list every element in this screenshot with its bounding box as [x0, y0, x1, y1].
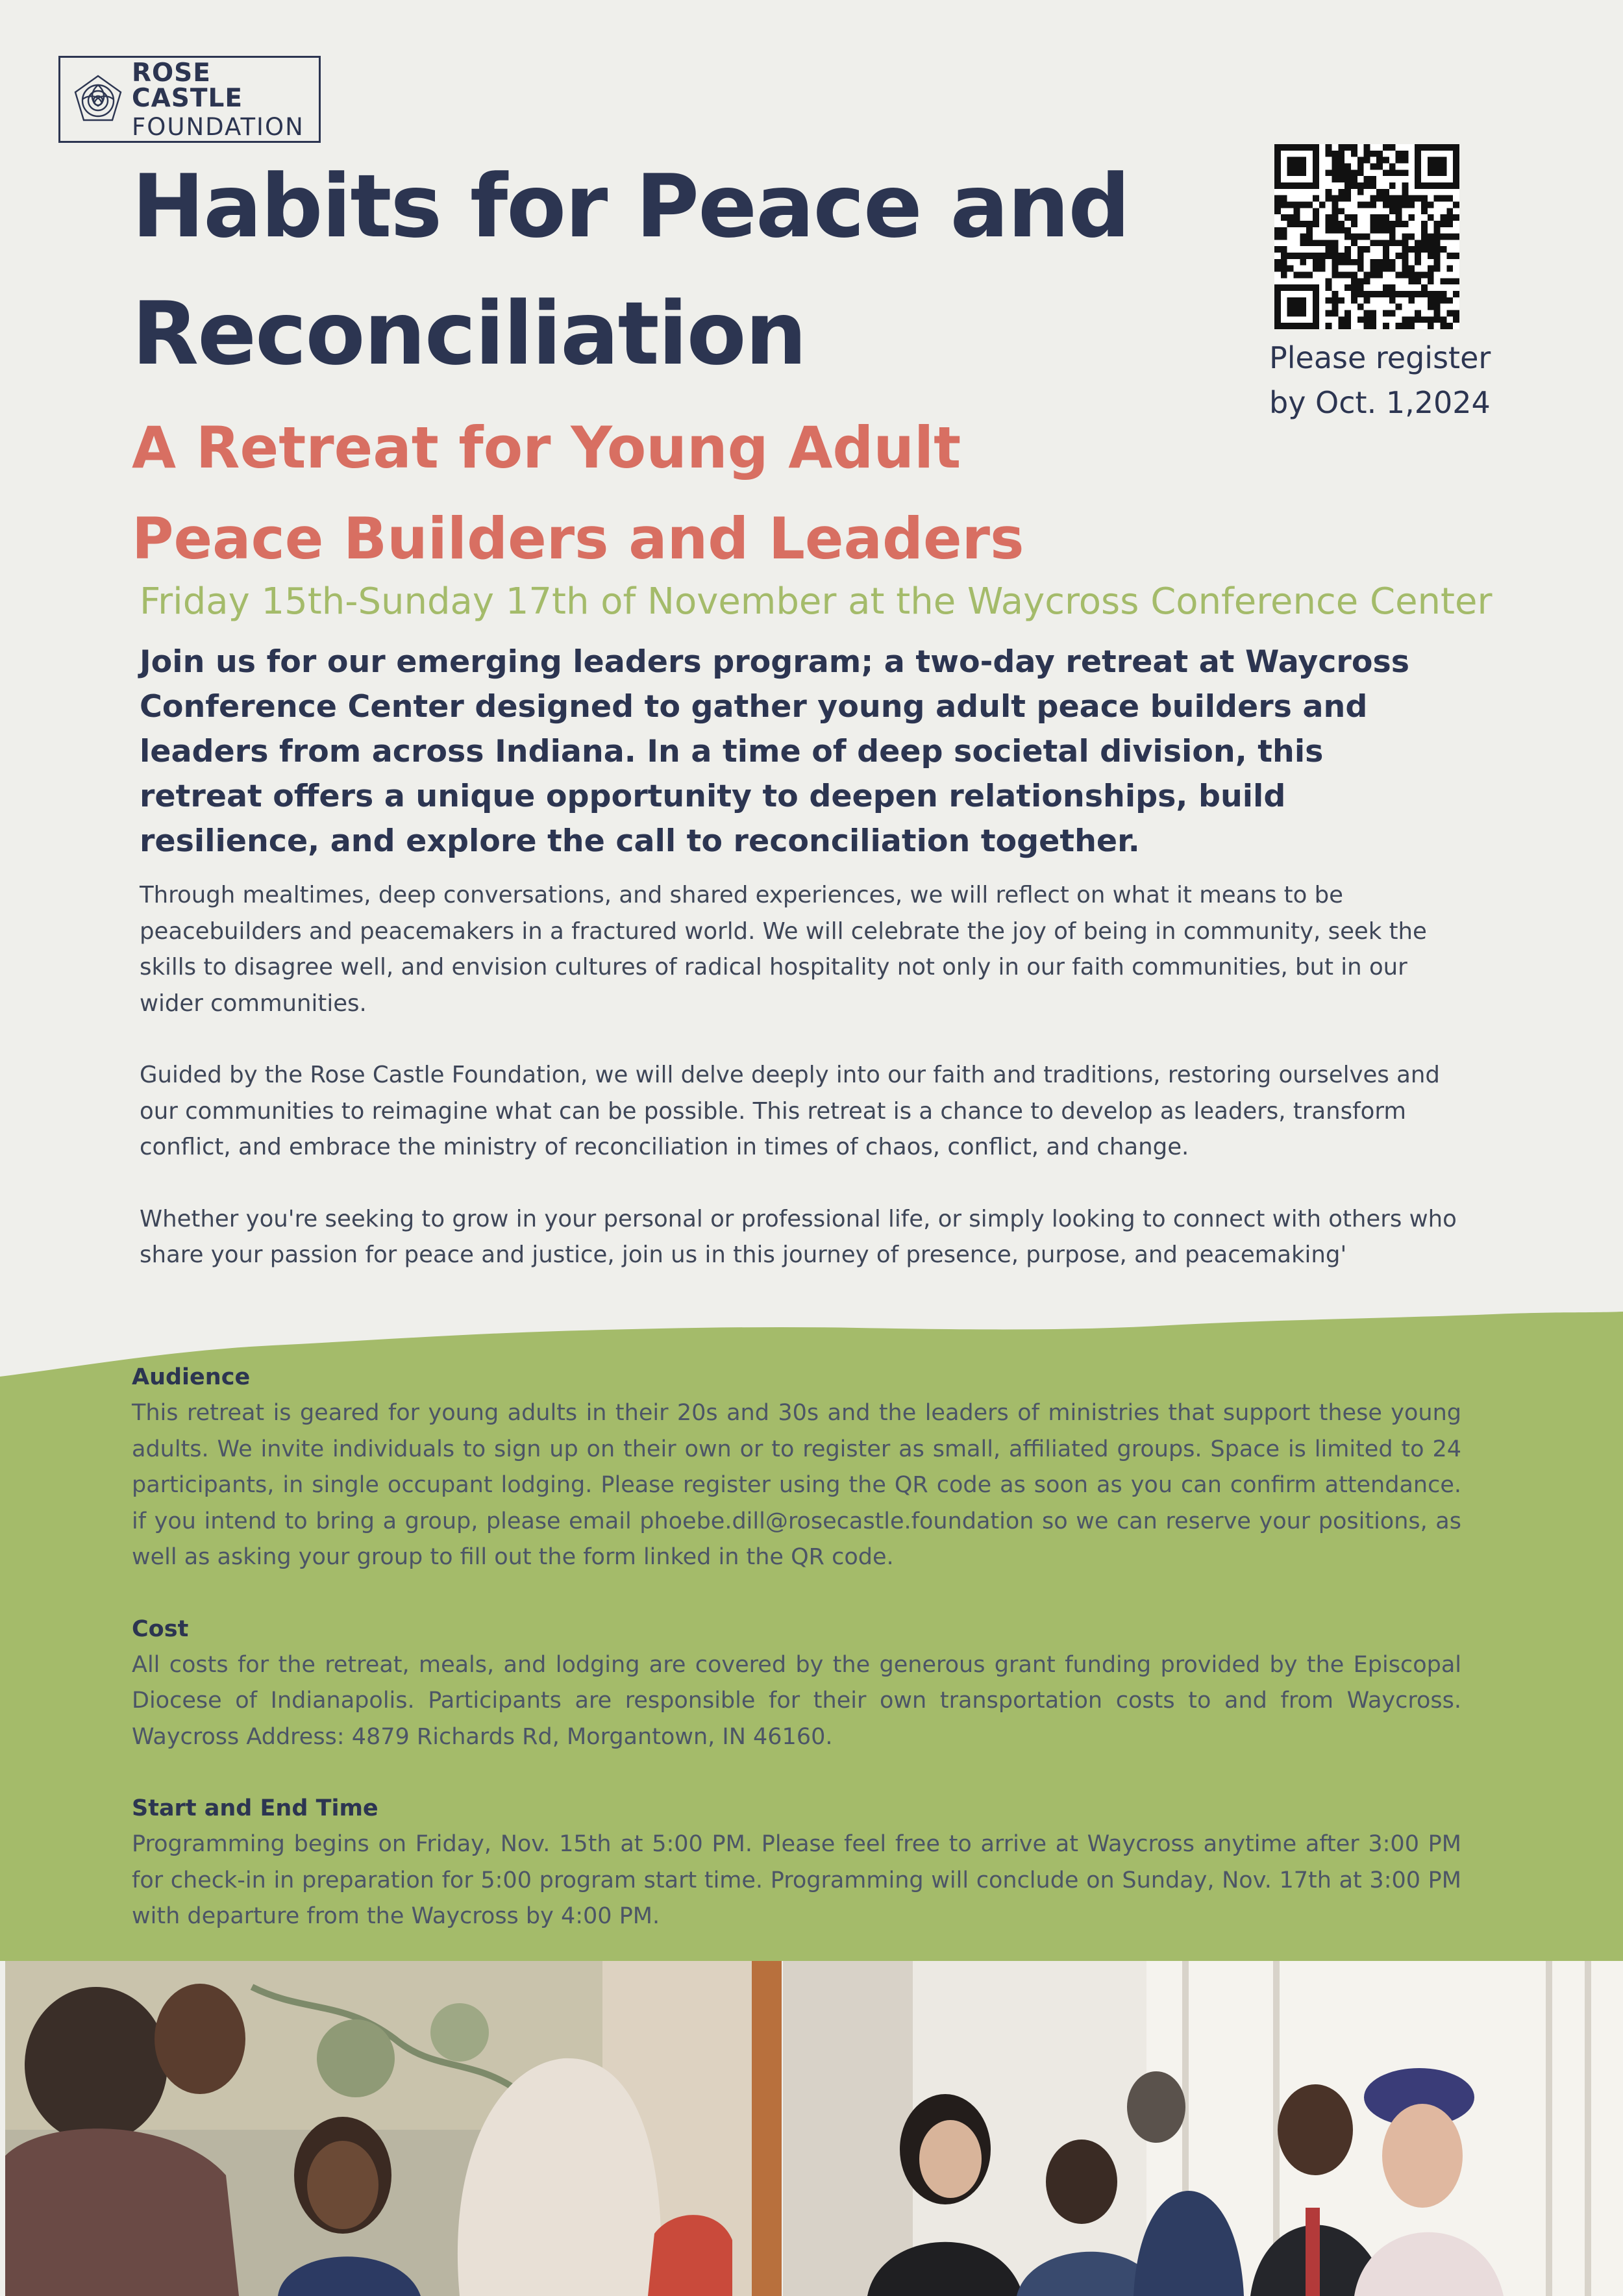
group-conversation-photo — [5, 1961, 782, 2296]
audience-heading: Audience — [132, 1364, 251, 1390]
cost-text: All costs for the retreat, meals, and lodging are covered by the generous grant funding provided by the Episcopal Diocese of Indianapolis. Participants are responsible for their own transportation costs to and from Waycross. Waycross Address: 4879 Richards Rd, Morgantown, IN 46160. — [132, 1651, 1461, 1750]
logo-line-1: ROSE CASTLE — [132, 58, 243, 113]
register-deadline — [1269, 336, 1503, 425]
event-dates: Friday 15th-Sunday 17th of November at the Waycross Conference Center — [140, 580, 1493, 623]
page-title: Habits for Peace and Reconciliation — [132, 156, 1130, 384]
cost-heading: Cost — [132, 1616, 189, 1642]
audience-text: This retreat is geared for young adults in their 20s and 30s and the leaders of ministries that support these young adults. We invite individuals to sign up on their own or to register as small, affiliated groups. Space is limited to 24 participants, in single occupant lodging. Please register using the QR code as soon as you can confirm attendance. if you intend to bring a group, please email phoebe.dill@rosecastle.foundation so we can reserve your positions, as well as asking your group to fill out the form linked in the QR code. — [132, 1400, 1461, 1570]
description-paragraph: Through mealtimes, deep conversations, and shared experiences, we will reflect on what it means to be peacebuilders and peacemakers in a fractured world. We will celebrate the joy of being in community, seek the skills to disagree well, and envision cultures of radical hospitality not only in our faith communities, but in our wider communities. — [140, 882, 1427, 1017]
logo-line-2: FOUNDATION — [132, 112, 304, 141]
time-text: Programming begins on Friday, Nov. 15th at 5:00 PM. Please feel free to arrive at Waycross anytime after 3:00 PM for check-in in preparation for 5:00 program start time. Programming will conclude on Sunday, Nov. 17th at 3:00 PM with departure from the Waycross by 4:00 PM. — [132, 1831, 1461, 1929]
description-section — [140, 877, 1464, 1309]
people-talking-photo — [783, 1961, 1623, 2296]
rose-pentagon-icon — [72, 73, 124, 125]
description-paragraph: Guided by the Rose Castle Foundation, we will delve deeply into our faith and traditions, restoring ourselves and our communities to reimagine what can be possible. This retreat is a chance to develop as leaders, transform conflict, and embrace the ministry of reconciliation in times of chaos, conflict, and change. — [140, 1062, 1440, 1160]
registration-qr-code[interactable] — [1274, 144, 1459, 329]
foundation-logo — [58, 56, 321, 143]
intro-paragraph: Join us for our emerging leaders program; a two-day retreat at Waycross Conference Center designed to gather young adult peace builders and leaders from across Indiana. In a time of deep societal division, this retreat offers a unique opportunity to deepen relationships, build resilience, and explore the call to reconciliation together. — [140, 644, 1410, 859]
register-line-1: Please register — [1269, 340, 1491, 375]
qr-code-icon — [1274, 144, 1459, 329]
details-section — [132, 1360, 1461, 1971]
time-heading: Start and End Time — [132, 1795, 378, 1821]
page-subtitle: A Retreat for Young Adult Peace Builders and Leaders — [132, 414, 1024, 572]
description-paragraph: Whether you're seeking to grow in your personal or professional life, or simply looking to connect with others who share your passion for peace and justice, join us in this journey of presence, purpose, and peacemaking' — [140, 1205, 1457, 1268]
register-line-2: by Oct. 1,2024 — [1269, 385, 1491, 420]
